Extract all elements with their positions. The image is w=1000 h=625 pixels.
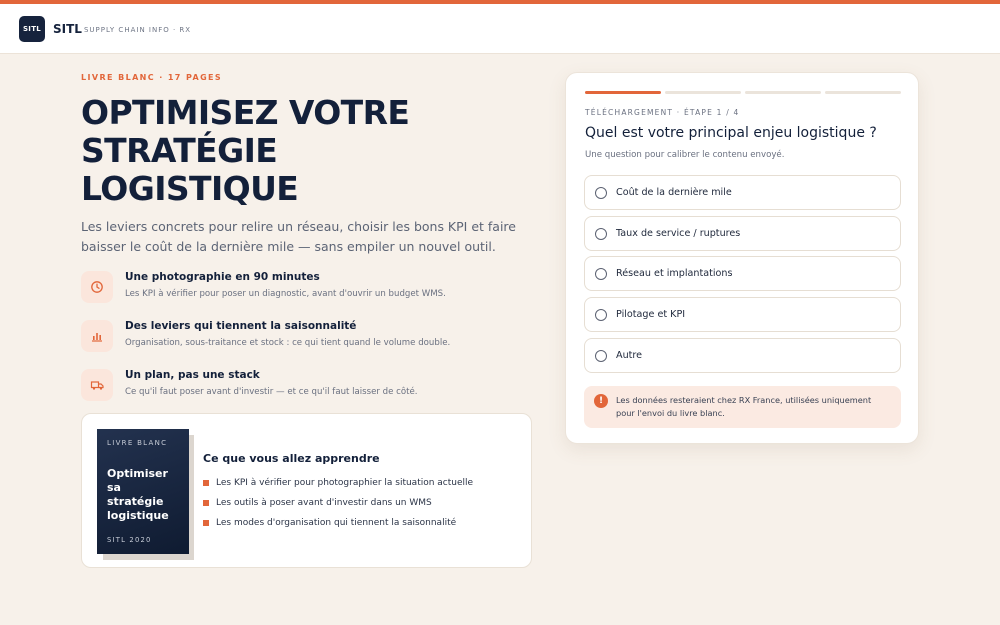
- list-item: [203, 493, 473, 513]
- radio-button[interactable]: [595, 350, 607, 362]
- clock-icon: [81, 271, 113, 303]
- option-cout-derniere-mile[interactable]: [584, 175, 901, 210]
- bar-chart-icon: [81, 320, 113, 352]
- feature-item: [81, 369, 533, 401]
- option-label: Coût de la dernière mile: [616, 187, 732, 198]
- feature-description: Ce qu'il faut poser avant d'investir — et ce qu'il faut laisser de côté.: [125, 387, 418, 397]
- step-label: TÉLÉCHARGEMENT · ÉTAPE 1 / 4: [585, 108, 740, 117]
- book-title: Optimiser sa stratégie logistique: [107, 467, 169, 522]
- feature-title: Une photographie en 90 minutes: [125, 271, 320, 283]
- title-line-1: OPTIMISEZ VOTRE: [81, 93, 410, 132]
- bullet-icon: [203, 480, 209, 486]
- option-reseau-implantations[interactable]: [584, 256, 901, 291]
- feature-title: Un plan, pas une stack: [125, 369, 260, 381]
- radio-button[interactable]: [595, 268, 607, 280]
- option-label: Réseau et implantations: [616, 268, 733, 279]
- option-pilotage-kpi[interactable]: [584, 297, 901, 332]
- feature-item: [81, 271, 533, 303]
- feature-title: Des leviers qui tiennent la saisonnalité: [125, 320, 357, 332]
- progress-segment-3: [745, 91, 821, 94]
- learn-card: [81, 413, 532, 568]
- feature-description: Les KPI à vérifier pour poser un diagnostic, avant d'ouvrir un budget WMS.: [125, 289, 446, 299]
- hero-eyebrow: LIVRE BLANC · 17 PAGES: [81, 73, 223, 82]
- info-icon: !: [594, 394, 608, 408]
- option-autre[interactable]: [584, 338, 901, 373]
- radio-button[interactable]: [595, 228, 607, 240]
- option-label: Autre: [616, 350, 643, 361]
- option-label: Pilotage et KPI: [616, 309, 686, 320]
- title-line-3: LOGISTIQUE: [81, 169, 299, 208]
- bullet-icon: [203, 500, 209, 506]
- progress-segment-4: [825, 91, 901, 94]
- brand-name[interactable]: SITL: [53, 21, 82, 36]
- progress-segment-1: [585, 91, 661, 94]
- learn-list: [203, 473, 473, 533]
- hero-lead: Les leviers concrets pour relire un réseau, choisir les bons KPI et faire baisser le coût de la dernière mile — sans empiler un nouvel outil.: [81, 219, 516, 254]
- truck-icon: [81, 369, 113, 401]
- site-header: [0, 4, 1000, 54]
- book-footer: SITL 2020: [107, 536, 152, 544]
- bullet-icon: [203, 520, 209, 526]
- privacy-notice: [584, 386, 901, 428]
- list-item-label: Les modes d'organisation qui tiennent la saisonnalité: [216, 518, 457, 528]
- page-title: [81, 94, 501, 208]
- download-form-card: [565, 72, 919, 444]
- list-item-label: Les KPI à vérifier pour photographier la situation actuelle: [216, 478, 474, 488]
- list-item: [203, 473, 473, 493]
- book-eyebrow: LIVRE BLANC: [107, 439, 168, 447]
- list-item: [203, 513, 473, 533]
- step-progress: [585, 91, 901, 94]
- progress-segment-2: [665, 91, 741, 94]
- form-subtitle: Une question pour calibrer le contenu envoyé.: [585, 150, 785, 160]
- feature-item: [81, 320, 533, 352]
- list-item-label: Les outils à poser avant d'investir dans un WMS: [216, 498, 432, 508]
- option-label: Taux de service / ruptures: [616, 228, 741, 239]
- radio-button[interactable]: [595, 187, 607, 199]
- learn-title: Ce que vous allez apprendre: [203, 452, 380, 465]
- feature-description: Organisation, sous-traitance et stock : ce qui tient quand le volume double.: [125, 338, 451, 348]
- radio-button[interactable]: [595, 309, 607, 321]
- title-line-2: STRATÉGIE: [81, 131, 278, 170]
- option-taux-de-service[interactable]: [584, 216, 901, 251]
- form-question: Quel est votre principal enjeu logistique ?: [585, 125, 877, 141]
- notice-text: Les données resteraient chez RX France, utilisées uniquement pour l'envoi du livre blanc.: [616, 395, 872, 418]
- brand-subtitle: SUPPLY CHAIN INFO · RX: [83, 25, 192, 34]
- logo-icon[interactable]: SITL: [19, 16, 45, 42]
- book-cover: [97, 429, 189, 554]
